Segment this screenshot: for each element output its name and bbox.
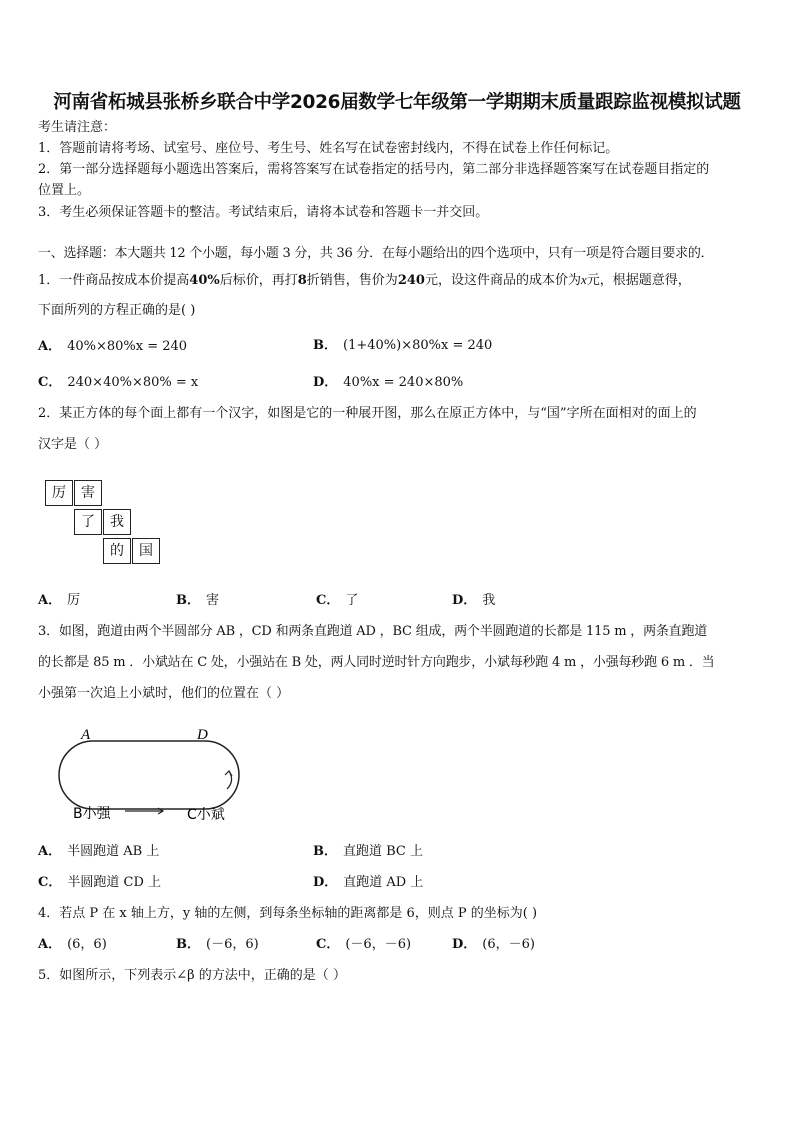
point-b-label: B小强	[73, 806, 111, 822]
q4-stem: 4．若点 P 在 x 轴上方，y 轴的左侧，到每条坐标轴的距离都是 6，则点 P 的坐标为( )	[38, 906, 538, 921]
q3-stem-line3: 小强第一次追上小斌时，他们的位置在（ ）	[38, 686, 290, 701]
q3-option-a[interactable]: A． 半圆跑道 AB 上	[38, 844, 160, 859]
q4-option-a[interactable]: A． (6，6)	[38, 937, 107, 952]
q2-option-b[interactable]: B． 害	[176, 593, 220, 608]
notice-item-2: 2．第一部分选择题每小题选出答案后，需将答案写在试卷指定的括号内，第二部分非选择题答案写在试卷题目指定的	[38, 162, 710, 177]
notice-item-3: 3．考生必须保证答题卡的整洁。考试结束后，请将本试卷和答题卡一并交回。	[38, 205, 489, 220]
q2-option-c[interactable]: C． 了	[316, 593, 359, 608]
c-arrow-head	[225, 771, 232, 776]
q2-stem-line1: 2．某正方体的每个面上都有一个汉字，如图是它的一种展开图，那么在原正方体中，与“国”字所在面相对的面上的	[38, 406, 697, 421]
section-heading: 一、选择题：本大题共 12 个小题，每小题 3 分，共 36 分．在每小题给出的四个选项中，只有一项是符合题目要求的．	[38, 246, 714, 261]
q1-option-d[interactable]: D． 40%x = 240×80%	[313, 375, 464, 390]
q3-stem-line1: 3．如图，跑道由两个半圆部分 AB ，CD 和两条直跑道 AD ，BC 组成，两个半圆跑道的长都是 115 m ，两条直跑道	[38, 624, 708, 639]
q2-stem-line2: 汉字是（ ）	[38, 437, 108, 452]
net-cell-3: 了	[74, 509, 102, 535]
q4-option-c[interactable]: C． (－6，－6)	[316, 937, 412, 952]
q5-stem: 5．如图所示，下列表示∠β 的方法中，正确的是（ ）	[38, 968, 346, 983]
point-d-label: D	[197, 727, 208, 743]
point-c-label: C小斌	[187, 807, 225, 823]
net-cell-5: 的	[103, 538, 131, 564]
running-track-figure	[55, 727, 255, 827]
notice-item-1: 1．答题前请将考场、试室号、座位号、考生号、姓名写在试卷密封线内，不得在试卷上作任何标记。	[38, 141, 619, 156]
q1-stem-line1: 1．一件商品按成本价提高40%后标价，再打8折销售，售价为240元，设这件商品的成本价为x元，根据题意得，	[38, 272, 691, 288]
q4-option-b[interactable]: B． (－6，6)	[176, 937, 259, 952]
net-cell-1: 厉	[45, 480, 73, 506]
track-outline	[59, 741, 239, 809]
q4-option-d[interactable]: D． (6，－6)	[452, 937, 535, 952]
page-title: 河南省柘城县张桥乡联合中学2026届数学七年级第一学期期末质量跟踪监视模拟试题	[53, 92, 741, 113]
net-cell-2: 害	[74, 480, 102, 506]
q1-option-c[interactable]: C． 240×40%×80% = x	[38, 375, 199, 390]
cube-net-figure	[45, 480, 165, 566]
net-cell-4: 我	[103, 509, 131, 535]
q3-option-d[interactable]: D． 直跑道 AD 上	[313, 875, 424, 890]
q1-option-a[interactable]: A． 40%×80%x = 240	[38, 339, 188, 354]
q2-option-d[interactable]: D． 我	[452, 593, 496, 608]
notice-item-2-cont: 位置上。	[38, 183, 91, 198]
q1-stem-line2: 下面所列的方程正确的是( )	[38, 303, 196, 318]
q3-option-c[interactable]: C． 半圆跑道 CD 上	[38, 875, 161, 890]
q1-option-b[interactable]: B． (1+40%)×80%x = 240	[313, 338, 493, 353]
q2-option-a[interactable]: A． 厉	[38, 593, 81, 608]
q3-stem-line2: 的长都是 85 m ．小斌站在 C 处，小强站在 B 处，两人同时逆时针方向跑步，小斌每秒跑 4 m ，小强每秒跑 6 m ．当	[38, 655, 715, 670]
notice-heading: 考生请注意：	[38, 120, 117, 135]
net-cell-6: 国	[132, 538, 160, 564]
point-a-label: A	[81, 727, 91, 743]
q3-option-b[interactable]: B． 直跑道 BC 上	[313, 844, 424, 859]
